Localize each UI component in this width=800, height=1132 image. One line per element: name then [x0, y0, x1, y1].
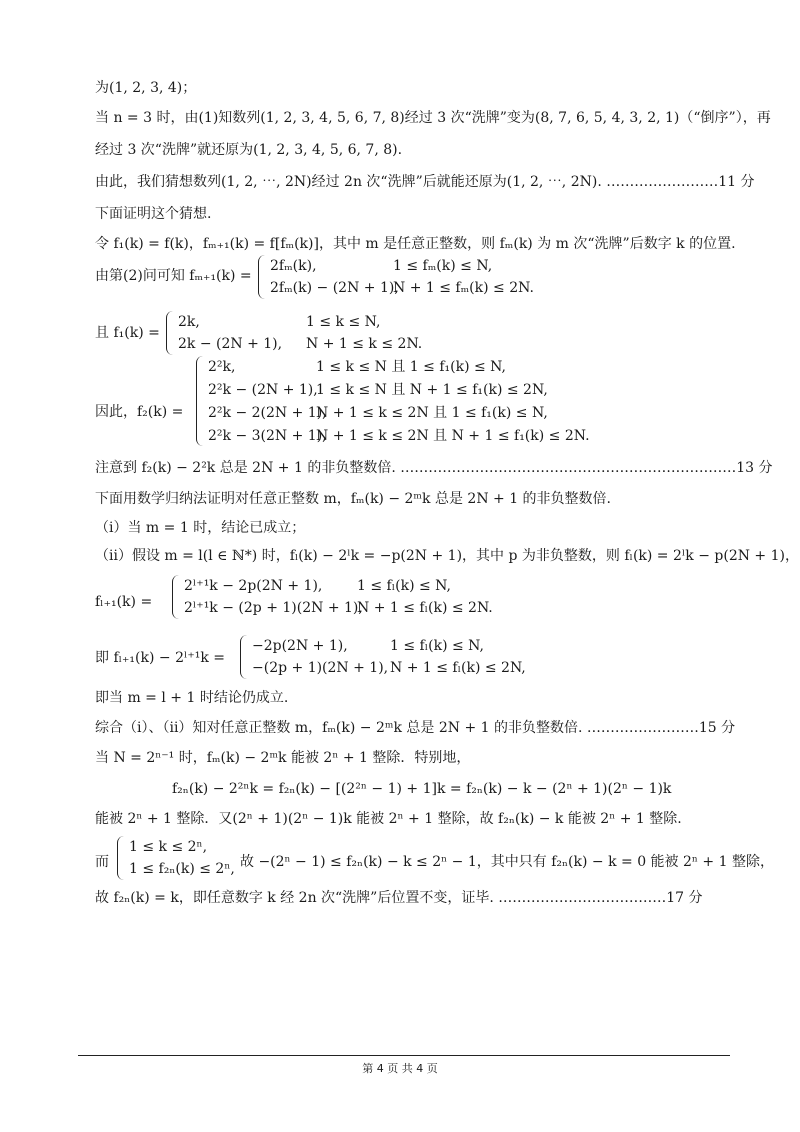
system-condition: N + 1 ≤ k ≤ 2N 且 1 ≤ f₁(k) ≤ N,	[316, 405, 548, 421]
line-17-conclusion: 综合（ⅰ）、（ⅱ）知对任意正整数 m，fₘ(k) − 2ᵐk 总是 2N + 1 的非负整数倍. ……………………15 分	[95, 720, 736, 736]
left-brace	[117, 836, 124, 880]
left-brace	[166, 311, 173, 355]
line-16: 即当 m = l + 1 时结论仍成立.	[95, 690, 289, 706]
system-condition: N + 1 ≤ k ≤ 2N 且 N + 1 ≤ f₁(k) ≤ 2N.	[316, 428, 590, 444]
line-3: 经过 3 次“洗牌”就还原为(1, 2, 3, 4, 5, 6, 7, 8).	[95, 142, 403, 158]
system-row: 2²k − 2(2N + 1),	[208, 405, 327, 421]
line-6: 令 f₁(k) = f(k)，fₘ₊₁(k) = f[fₘ(k)]，其中 m 是任意正整数，则 fₘ(k) 为 m 次“洗牌”后数字 k 的位置.	[95, 236, 736, 252]
inequality-system	[117, 836, 237, 882]
system-row: 1 ≤ k ≤ 2ⁿ,	[129, 839, 208, 855]
page-number: 第 4 页 共 4 页	[362, 1062, 438, 1075]
system-condition: 1 ≤ fₗ(k) ≤ N,	[357, 578, 451, 594]
system-row: 2fₘ(k),	[270, 258, 317, 274]
line-9-lead: 因此，f₂(k) =	[95, 404, 184, 420]
system-row: 2k,	[178, 314, 200, 330]
system-condition: 1 ≤ k ≤ N,	[306, 314, 381, 330]
system-row: 2fₘ(k) − (2N + 1),	[270, 280, 399, 296]
system-condition: 1 ≤ fₘ(k) ≤ N,	[393, 258, 493, 274]
line-5: 下面证明这个猜想.	[95, 206, 212, 222]
line-22-final: 故 f₂ₙ(k) = k，即任意数字 k 经 2n 次“洗牌”后位置不变，证毕. ………………………………17 分	[95, 890, 703, 906]
system-row: 2ˡ⁺¹k − 2p(2N + 1),	[184, 578, 323, 594]
piecewise-system-2	[166, 311, 486, 357]
line-21-lead: 而	[95, 854, 109, 870]
system-row: 2ˡ⁺¹k − (2p + 1)(2N + 1),	[184, 600, 363, 616]
system-row: 1 ≤ f₂ₙ(k) ≤ 2ⁿ,	[129, 861, 235, 877]
system-condition: 1 ≤ k ≤ N 且 N + 1 ≤ f₁(k) ≤ 2N,	[316, 382, 548, 398]
system-condition: 1 ≤ fₗ(k) ≤ N,	[390, 638, 484, 654]
piecewise-system-4	[172, 575, 512, 621]
line-1: 为(1, 2, 3, 4)；	[95, 80, 197, 96]
system-row: −2p(2N + 1),	[252, 638, 348, 654]
system-condition: N + 1 ≤ fₘ(k) ≤ 2N.	[393, 280, 534, 296]
system-condition: N + 1 ≤ k ≤ 2N.	[306, 336, 423, 352]
footer-divider	[78, 1055, 730, 1056]
piecewise-system-1	[258, 255, 558, 301]
line-21-tail: 故 −(2ⁿ − 1) ≤ f₂ₙ(k) − k ≤ 2ⁿ − 1，其中只有 f₂ₙ(k) − k = 0 能被 2ⁿ + 1 整除，	[240, 854, 774, 870]
piecewise-system-5	[240, 635, 560, 681]
left-brace	[172, 575, 179, 619]
left-brace	[258, 255, 265, 299]
system-row: 2²k,	[208, 359, 236, 375]
line-8-lead: 且 f₁(k) =	[95, 325, 160, 341]
system-row: 2k − (2N + 1),	[178, 336, 283, 352]
line-7-lead: 由第(2)问可知 fₘ₊₁(k) =	[95, 268, 252, 284]
system-row: 2²k − 3(2N + 1),	[208, 428, 327, 444]
line-19-display-equation: f₂ₙ(k) − 2²ⁿk = f₂ₙ(k) − [(2²ⁿ − 1) + 1]k = f₂ₙ(k) − k − (2ⁿ + 1)(2ⁿ − 1)k	[172, 781, 672, 797]
line-20: 能被 2ⁿ + 1 整除．又(2ⁿ + 1)(2ⁿ − 1)k 能被 2ⁿ + 1 整除，故 f₂ₙ(k) − k 能被 2ⁿ + 1 整除.	[95, 811, 682, 827]
line-15-lead: 即 fₗ₊₁(k) − 2ˡ⁺¹k =	[95, 650, 226, 666]
line-18: 当 N = 2ⁿ⁻¹ 时，fₘ(k) − 2ᵐk 能被 2ⁿ + 1 整除．特别地，	[95, 750, 471, 766]
left-brace	[196, 356, 203, 446]
system-row: −(2p + 1)(2N + 1),	[252, 660, 389, 676]
line-4-conjecture: 由此，我们猜想数列(1, 2, ⋯, 2N)经过 2n 次“洗牌”后就能还原为(1, 2, ⋯, 2N). ……………………11 分	[95, 174, 755, 190]
system-condition: N + 1 ≤ fₗ(k) ≤ 2N,	[390, 660, 526, 676]
line-12-base-case: （ⅰ）当 m = 1 时，结论已成立；	[95, 520, 306, 536]
system-row: 2²k − (2N + 1),	[208, 382, 318, 398]
system-condition: 1 ≤ k ≤ N 且 1 ≤ f₁(k) ≤ N,	[316, 359, 506, 375]
piecewise-system-3	[196, 356, 616, 448]
left-brace	[240, 635, 247, 679]
line-10: 注意到 f₂(k) − 2²k 总是 2N + 1 的非负整数倍. ………………………………………………………………13 分	[95, 460, 773, 476]
line-11: 下面用数学归纳法证明对任意正整数 m，fₘ(k) − 2ᵐk 总是 2N + 1 的非负整数倍.	[95, 491, 612, 507]
line-2: 当 n = 3 时，由(1)知数列(1, 2, 3, 4, 5, 6, 7, 8)经过 3 次“洗牌”变为(8, 7, 6, 5, 4, 3, 2, 1)（“倒序”），再	[95, 110, 771, 126]
line-14-lead: fₗ₊₁(k) =	[95, 594, 153, 610]
line-13-inductive-step: （ⅱ）假设 m = l(l ∈ ℕ*) 时，fₗ(k) − 2ˡk = −p(2N + 1)，其中 p 为非负整数，则 fₗ(k) = 2ˡk − p(2N + 1)，	[95, 548, 799, 564]
system-condition: N + 1 ≤ fₗ(k) ≤ 2N.	[357, 600, 493, 616]
